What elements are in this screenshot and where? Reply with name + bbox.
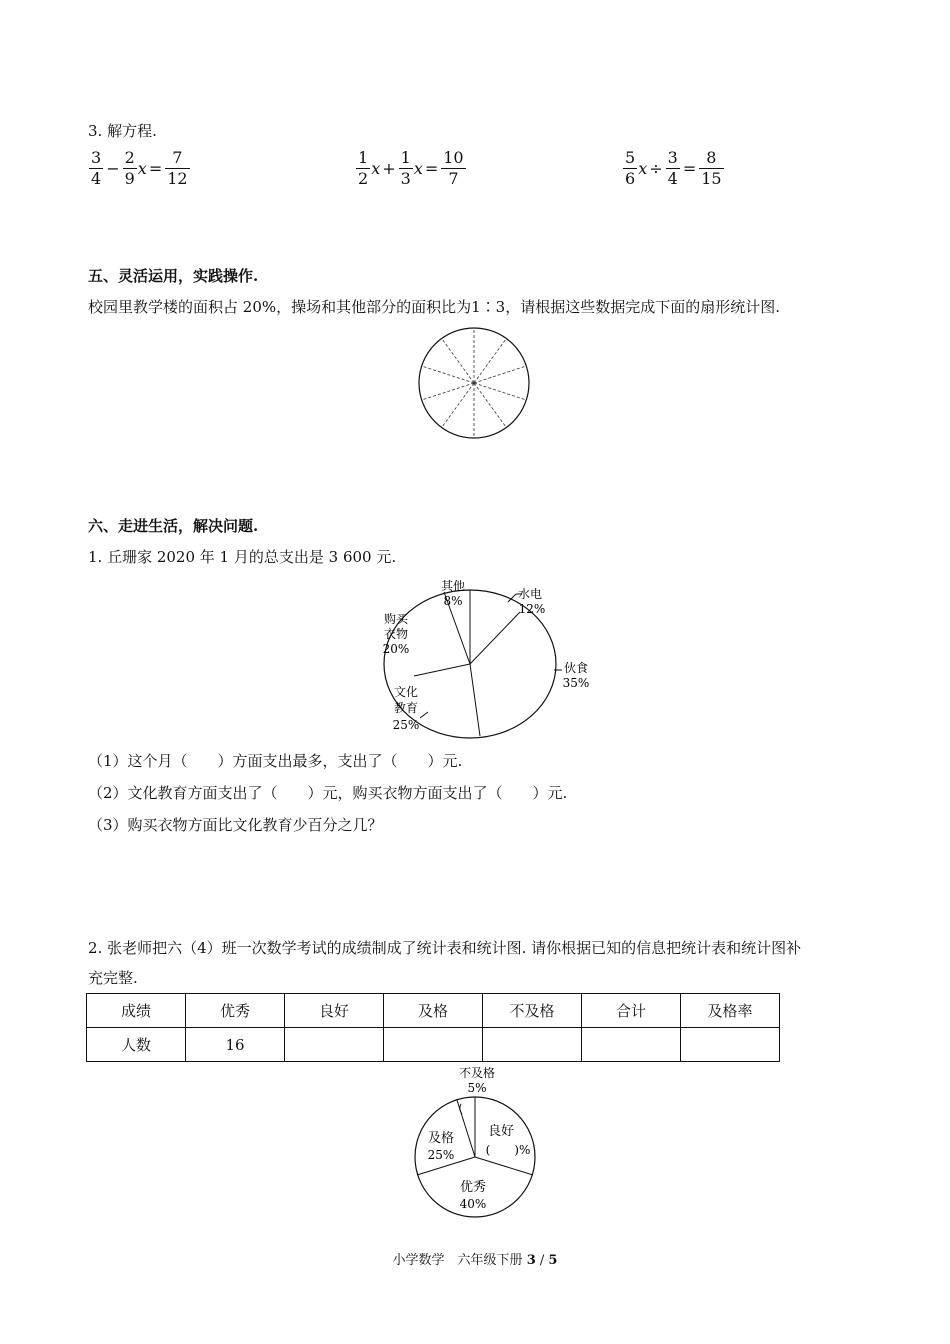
equation-1: $\frac{3}{4}$ − $\frac{2}{9}$ x = $\frac{7}{12}$ xyxy=(91,148,188,188)
equation-2: $\frac{1}{2}$ x + $\frac{1}{3}$ x = $\frac{10}{7}$ xyxy=(358,148,464,188)
blank-pie-divider-line xyxy=(442,383,474,427)
table-header-cell: 合计 xyxy=(582,994,681,1028)
label-youxiu-pct: 40% xyxy=(459,1197,487,1211)
question-2-line-1: 2. 张老师把六（4）班一次数学考试的成绩制成了统计表和统计图. 请你根据已知的信息把统计表和统计图补 xyxy=(88,939,802,957)
footer-subject: 小学数学 六年级下册 xyxy=(392,1253,523,1268)
table-cell: 16 xyxy=(186,1028,285,1062)
blank-pie-divider-line xyxy=(474,366,526,383)
slice-line-wenhua-start xyxy=(470,664,480,736)
slice-line-gouma-start xyxy=(414,664,470,676)
table-row xyxy=(87,1028,780,1062)
label-lianghao-pct[interactable]: ( )% xyxy=(485,1143,531,1157)
table-header-row xyxy=(87,994,780,1028)
section5-heading: 五、灵活运用，实践操作. xyxy=(88,267,259,285)
label-jige-pct: 25% xyxy=(427,1148,455,1162)
blank-pie-divider-line xyxy=(474,383,506,427)
leader-wenhua xyxy=(420,712,428,718)
label-bujige-pct: 5% xyxy=(467,1081,487,1095)
blank-pie-chart xyxy=(410,325,540,445)
slice-line-youxiu-right xyxy=(475,1157,533,1175)
blank-pie-dividers xyxy=(422,328,527,438)
expense-pie-chart xyxy=(370,572,590,742)
label-bujige: 不及格 xyxy=(458,1066,496,1080)
section3-title: 3. 解方程. xyxy=(88,122,157,140)
table-header-cell: 优秀 xyxy=(186,994,285,1028)
table-header-cell: 及格 xyxy=(384,994,483,1028)
footer-separator: / xyxy=(539,1253,545,1268)
label-wenhua-pct: 25% xyxy=(392,718,420,732)
bujige-bracket xyxy=(460,1104,462,1114)
label-lianghao: 良好 xyxy=(487,1124,515,1139)
blank-pie-divider-line xyxy=(474,383,526,400)
label-wenhua-1: 文化 xyxy=(393,685,419,699)
table-cell[interactable] xyxy=(483,1028,582,1062)
equation-3: $\frac{5}{6}$ x ÷ $\frac{3}{4}$ = $\frac{8}{15}$ xyxy=(625,148,722,188)
table-header-cell: 良好 xyxy=(285,994,384,1028)
page-footer xyxy=(0,1249,950,1268)
table-cell: 人数 xyxy=(87,1028,186,1062)
footer-total: 5 xyxy=(548,1253,558,1268)
question-1-2: （2）文化教育方面支出了（ ）元，购买衣物方面支出了（ ）元. xyxy=(88,784,568,802)
blank-pie-divider-line xyxy=(422,366,474,383)
label-gouma-1: 购买 xyxy=(383,612,409,626)
label-huoshi: 伙食 xyxy=(563,661,589,675)
blank-pie-divider-line xyxy=(442,339,474,383)
table-header-cell: 及格率 xyxy=(681,994,780,1028)
question-1-3: （3）购买衣物方面比文化教育少百分之几？ xyxy=(88,816,383,834)
label-wenhua-2: 教育 xyxy=(393,701,419,715)
section6-heading: 六、走进生活，解决问题. xyxy=(88,517,259,535)
score-table xyxy=(86,993,780,1062)
label-gouma-pct: 20% xyxy=(382,642,410,656)
table-cell[interactable] xyxy=(582,1028,681,1062)
question-2-line-2: 充完整. xyxy=(88,969,138,987)
label-jige: 及格 xyxy=(427,1131,455,1146)
score-pie-chart xyxy=(405,1062,555,1222)
label-shuidian: 水电 xyxy=(517,587,543,601)
label-qita-pct: 8% xyxy=(443,594,463,608)
table-header-cell: 不及格 xyxy=(483,994,582,1028)
table-cell[interactable] xyxy=(681,1028,780,1062)
label-youxiu: 优秀 xyxy=(459,1180,487,1195)
blank-pie-divider-line xyxy=(422,383,474,400)
table-cell[interactable] xyxy=(384,1028,483,1062)
label-gouma-2: 衣物 xyxy=(383,627,409,641)
question-1-1: （1）这个月（ ）方面支出最多，支出了（ ）元. xyxy=(88,752,463,770)
label-qita: 其他 xyxy=(440,579,466,593)
blank-pie-divider-line xyxy=(474,339,506,383)
footer-page: 3 xyxy=(526,1253,536,1268)
table-header-cell: 成绩 xyxy=(87,994,186,1028)
label-huoshi-pct: 35% xyxy=(562,676,590,690)
section5-text: 校园里教学楼的面积占 20%，操场和其他部分的面积比为1∶3，请根据这些数据完成下面的扇形统计图. xyxy=(88,298,780,316)
question-1: 1. 丘珊家 2020 年 1 月的总支出是 3 600 元. xyxy=(88,548,397,566)
label-shuidian-pct: 12% xyxy=(518,602,546,616)
slice-line-huoshi-start xyxy=(470,612,520,664)
table-cell[interactable] xyxy=(285,1028,384,1062)
